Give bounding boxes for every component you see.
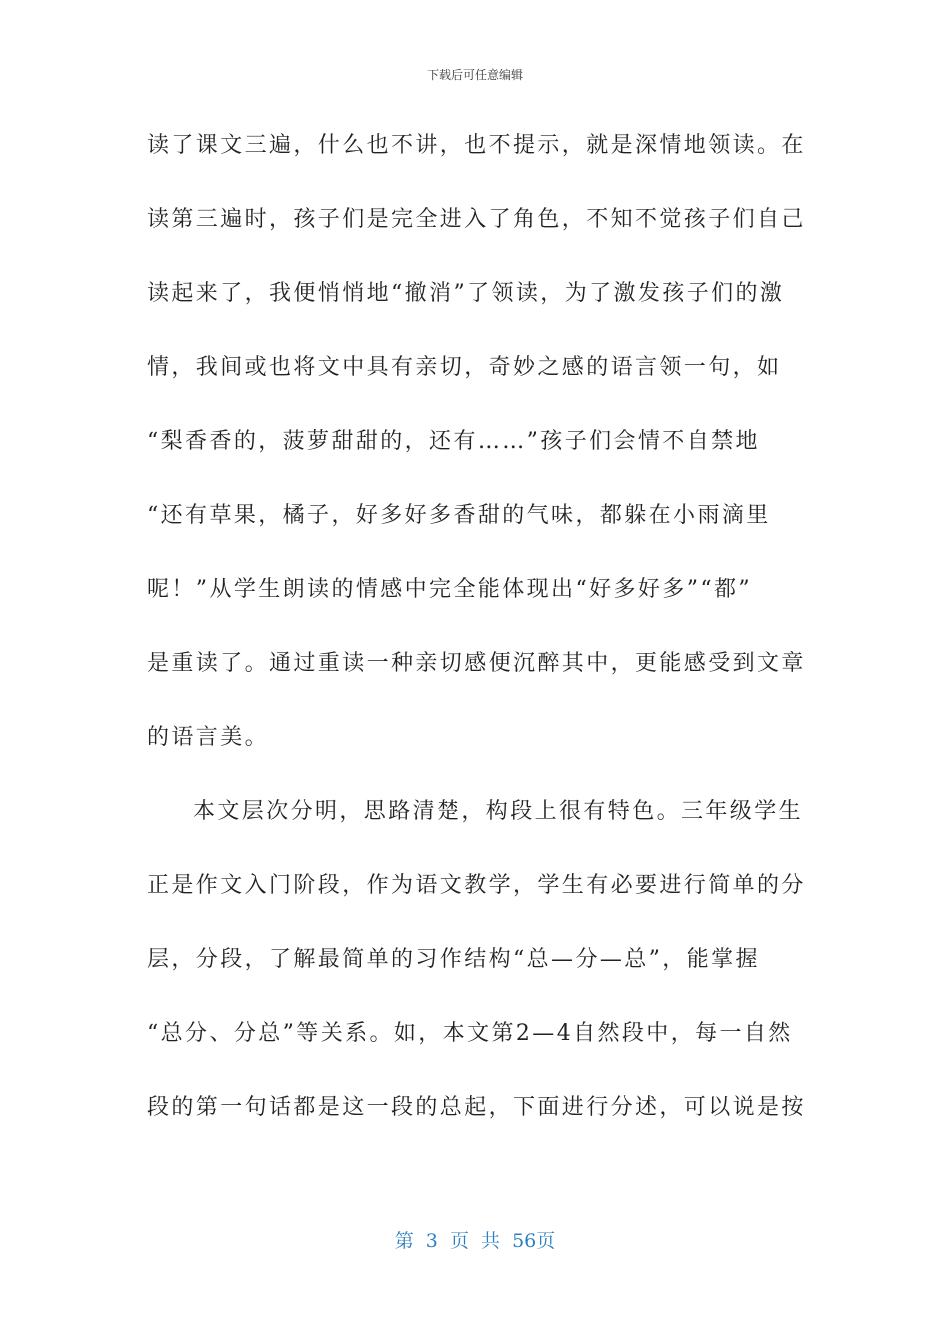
text-line: “还有草果，橘子，好多好多香甜的气味，都躲在小雨滴里 [147,503,771,528]
page-mid: 页 [449,1230,469,1252]
text-line: 的语言美。 [147,725,270,750]
text-line: 读了课文三遍，什么也不讲，也不提示，就是深情地领读。在 [147,133,806,158]
paragraph-first-line: 本文层次分明，思路清楚，构段上很有特色。三年级学生 [193,799,804,824]
total-prefix: 共 [481,1230,501,1252]
text-line: 段的第一句话都是这一段的总起，下面进行分述，可以说是按 [147,1095,806,1120]
text-line: 是重读了。通过重读一种亲切感便沉醉其中，更能感受到文章 [147,651,806,676]
text-line: 层，分段，了解最简单的习作结构“总—分—总”，能掌握 [147,947,760,972]
page-number: 3 [425,1230,438,1252]
text-line: 读第三遍时，孩子们是完全进入了角色，不知不觉孩子们自己 [147,207,806,232]
text-line: 呢！”从学生朗读的情感中完全能体现出“好多好多”“都” [147,577,753,602]
page-prefix: 第 [394,1230,414,1252]
text-line: 正是作文入门阶段，作为语文教学，学生有必要进行简单的分 [147,873,806,898]
text-line: 情，我间或也将文中具有亲切，奇妙之感的语言领一句，如 [147,355,782,380]
text-line: 读起来了，我便悄悄地“撤消”了领读，为了激发孩子们的激 [147,281,785,306]
body-text [147,126,807,1162]
text-line: “梨香香的，菠萝甜甜的，还有……”孩子们会情不自禁地 [147,429,760,454]
header-note: 下载后可任意编辑 [426,68,523,82]
text-line: “总分、分总”等关系。如，本文第2—4自然段中，每一自然 [147,1021,793,1046]
page-footer [0,1226,950,1253]
total-pages: 56页 [512,1230,556,1252]
